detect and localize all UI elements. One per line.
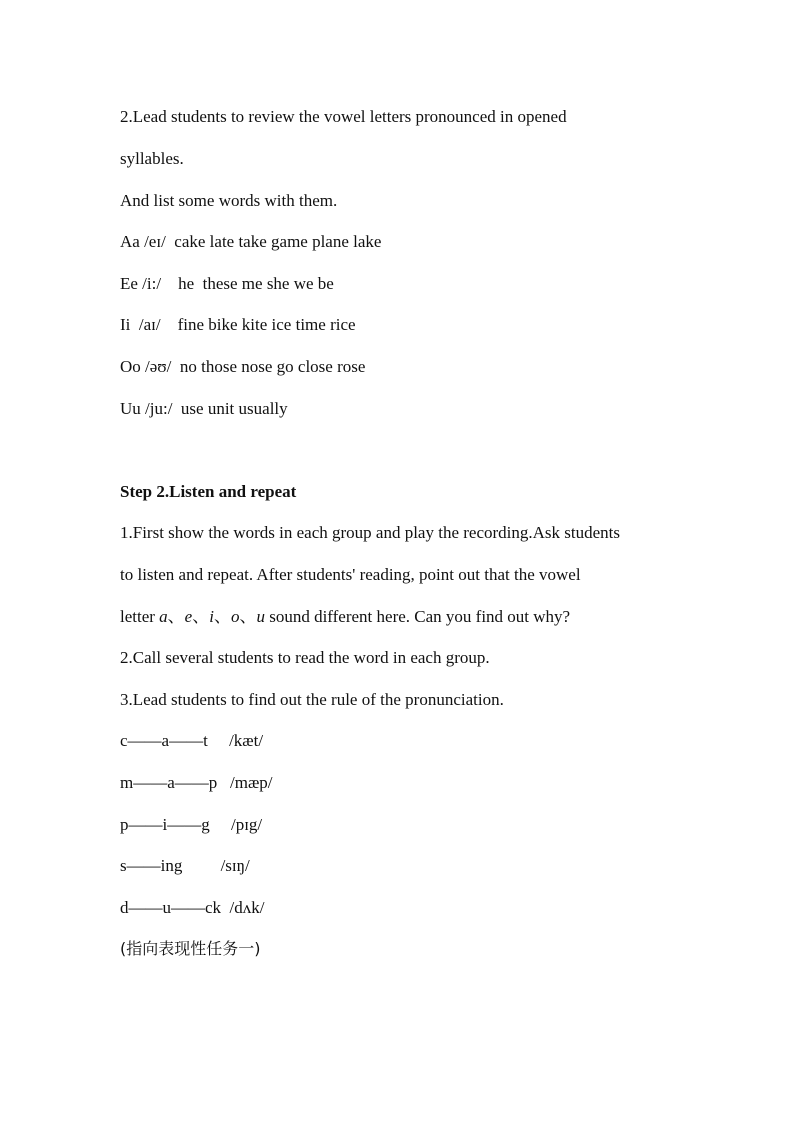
sound-question: sound different here. Can you find out why? [269,607,571,626]
example-pig: p——i——g /pɪg/ [120,815,263,834]
step-2-item-1-line-2: to listen and repeat. After students' reading, point out that the vowel [120,565,581,584]
step-2-item-2: 2.Call several students to read the word in each group. [120,648,490,667]
separator: 、 [192,607,210,626]
review-instruction-line-3: And list some words with them. [120,191,338,210]
vowel-e: e [184,607,193,626]
separator: 、 [213,607,231,626]
example-sing: s——ing /sɪŋ/ [120,856,250,875]
review-instruction-line-1: 2.Lead students to review the vowel letters pronounced in opened [120,107,567,126]
vowel-u: u [256,607,265,626]
vowel-a: a [159,607,168,626]
vowel-i: i [209,607,214,626]
task-note: (指向表现性任务一) [120,939,261,958]
step-2-item-1-line-3 [120,606,570,628]
example-cat: c——a——t /kæt/ [120,731,264,750]
vowel-row-o: Oo /əʊ/ no those nose go close rose [120,357,366,376]
vowel-o: o [230,607,240,626]
step-2-item-3: 3.Lead students to find out the rule of the pronunciation. [120,690,504,709]
separator: 、 [167,607,185,626]
letter-label: letter [120,607,160,626]
example-map: m——a——p /mæp/ [120,773,273,792]
vowel-row-e: Ee /i:/ he these me she we be [120,274,334,293]
review-instruction-line-2: syllables. [120,149,184,168]
step-2-item-1-line-1: 1.First show the words in each group and play the recording.Ask students [120,523,620,542]
example-duck: d——u——ck /dʌk/ [120,898,265,917]
separator: 、 [239,607,257,626]
vowel-row-i: Ii /aɪ/ fine bike kite ice time rice [120,315,356,334]
vowel-row-u: Uu /ju:/ use unit usually [120,399,288,418]
vowel-row-a: Aa /eɪ/ cake late take game plane lake [120,232,382,251]
step-2-heading: Step 2.Listen and repeat [120,482,297,501]
